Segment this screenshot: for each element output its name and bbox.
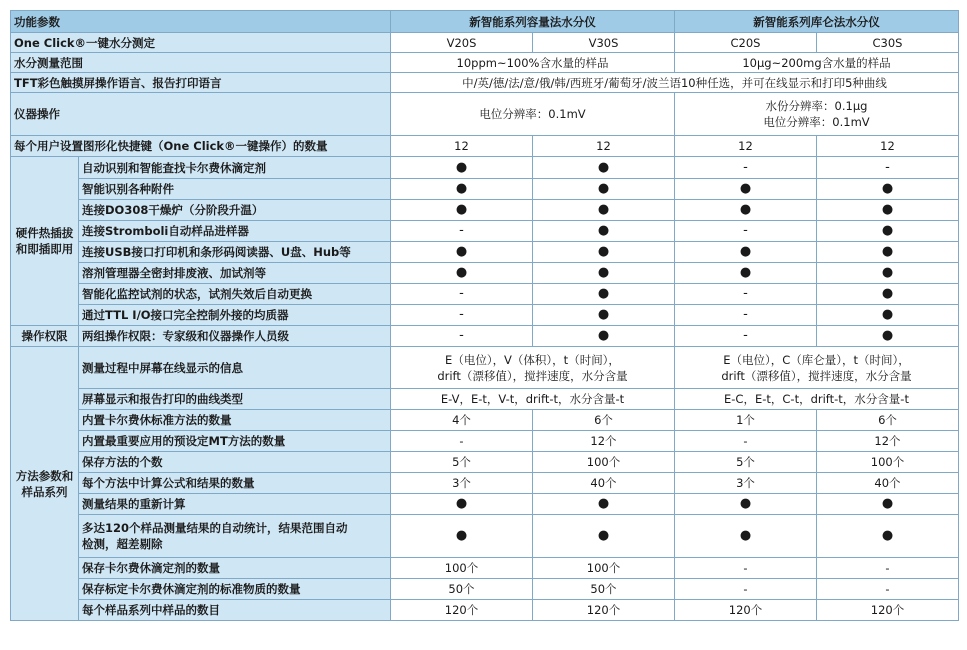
operation-volumetric: 电位分辨率：0.1mV [391,93,675,136]
cell-value: 120个 [675,600,817,621]
permissions-row [11,326,959,347]
cell-value: 6个 [817,410,959,431]
operation-row [11,93,959,136]
cell-value: 50个 [533,579,675,600]
cell-value: - [675,579,817,600]
table-row [11,389,959,410]
cell-value: ● [675,494,817,515]
cell-value: ● [391,263,533,284]
shortcuts-value: 12 [817,136,959,157]
cell-value: ● [533,305,675,326]
curves-coulometric: E-C，E-t，C-t，drift-t，水分含量-t [675,389,959,410]
shortcuts-value: 12 [675,136,817,157]
table-row [11,200,959,221]
cell-value: - [675,221,817,242]
cell-value: ● [533,242,675,263]
cell-value: - [391,326,533,347]
row-label: 连接USB接口打印机和条形码阅读器、U盘、Hub等 [79,242,391,263]
cell-value: 50个 [391,579,533,600]
language-row [11,73,959,93]
cell-value: ● [817,284,959,305]
cell-value: ● [817,326,959,347]
spec-table-wrapper [10,10,958,621]
row-label: 智能化监控试剂的状态，试剂失效后自动更换 [79,284,391,305]
range-label: 水分测量范围 [11,53,391,73]
table-row [11,157,959,179]
online-coulometric-line2: drift（漂移值），搅拌速度，水分含量 [721,368,912,383]
table-row [11,558,959,579]
table-row [11,221,959,242]
cell-value: - [675,431,817,452]
row-label: 两组操作权限：专家级和仪器操作人员级 [79,326,391,347]
cell-value: ● [533,494,675,515]
table-row [11,263,959,284]
cell-value: ● [675,200,817,221]
operation-coulometric-line1: 水份分辨率：0.1μg [765,99,868,113]
cell-value: ● [533,157,675,179]
cell-value: - [817,157,959,179]
table-row [11,579,959,600]
hotplug-group-label: 硬件热插拔和即插即用 [11,157,79,326]
row-label: 每个方法中计算公式和结果的数量 [79,473,391,494]
model-v30s: V30S [533,33,675,53]
cell-value: - [675,326,817,347]
cell-value: ● [817,242,959,263]
row-label: 溶剂管理器全密封排废液、加试剂等 [79,263,391,284]
row-label: 内置卡尔费休标准方法的数量 [79,410,391,431]
cell-value: - [391,221,533,242]
range-volumetric: 10ppm~100%含水量的样品 [391,53,675,73]
cell-value: - [675,157,817,179]
row-label: 连接Stromboli自动样品进样器 [79,221,391,242]
table-row [11,452,959,473]
cell-value: - [675,284,817,305]
cell-value: ● [533,221,675,242]
cell-value: ● [675,263,817,284]
shortcuts-row [11,136,959,157]
cell-value: ● [817,200,959,221]
cell-value: 100个 [533,452,675,473]
row-label [79,515,391,558]
row-label: 智能识别各种附件 [79,179,391,200]
cell-value: 3个 [391,473,533,494]
cell-value: 6个 [533,410,675,431]
cell-value: ● [533,263,675,284]
cell-value: ● [817,221,959,242]
cell-value: - [817,558,959,579]
cell-value: ● [817,179,959,200]
table-row [11,410,959,431]
row-label: 测量结果的重新计算 [79,494,391,515]
cell-value: ● [391,494,533,515]
header-volumetric: 新智能系列容量法水分仪 [391,11,675,33]
cell-value: ● [817,263,959,284]
cell-value: ● [817,494,959,515]
cell-value: ● [533,284,675,305]
header-coulometric: 新智能系列库仑法水分仪 [675,11,959,33]
table-row [11,515,959,558]
cell-value: 12个 [817,431,959,452]
cell-value: 5个 [391,452,533,473]
online-volumetric [391,347,675,389]
cell-value: 1个 [675,410,817,431]
permissions-group-label: 操作权限 [11,326,79,347]
cell-value: ● [675,242,817,263]
cell-value: 5个 [675,452,817,473]
header-label: 功能参数 [11,11,391,33]
cell-value: - [391,431,533,452]
models-row [11,33,959,53]
model-c30s: C30S [817,33,959,53]
auto-stats-line1: 多达120个样品测量结果的自动统计，结果范围自动 [82,521,348,535]
cell-value: 120个 [817,600,959,621]
row-label: 每个样品系列中样品的数目 [79,600,391,621]
cell-value: - [675,558,817,579]
table-row [11,431,959,452]
cell-value: - [675,305,817,326]
table-row [11,242,959,263]
cell-value: ● [533,515,675,558]
table-row [11,473,959,494]
cell-value: 3个 [675,473,817,494]
cell-value: ● [391,242,533,263]
range-row [11,53,959,73]
cell-value: ● [391,200,533,221]
cell-value: 100个 [533,558,675,579]
language-value: 中/英/德/法/意/俄/韩/西班牙/葡萄牙/波兰语10种任选，并可在线显示和打印5种曲线 [391,73,959,93]
cell-value: 100个 [391,558,533,579]
cell-value: ● [675,179,817,200]
models-label: One Click®一键水分测定 [11,33,391,53]
cell-value: - [817,579,959,600]
cell-value: - [391,305,533,326]
online-volumetric-line2: drift（漂移值），搅拌速度，水分含量 [437,368,628,383]
cell-value: ● [817,305,959,326]
row-label: 保存卡尔费休滴定剂的数量 [79,558,391,579]
cell-value: 40个 [533,473,675,494]
cell-value: ● [391,179,533,200]
cell-value: ● [675,515,817,558]
spec-table [10,10,959,621]
table-row [11,305,959,326]
method-group-label: 方法参数和样品系列 [11,347,79,621]
cell-value: ● [817,515,959,558]
row-label: 通过TTL I/O接口完全控制外接的均质器 [79,305,391,326]
row-label: 保存方法的个数 [79,452,391,473]
cell-value: - [391,284,533,305]
cell-value: ● [533,179,675,200]
auto-stats-line2: 检测，超差剔除 [82,537,163,551]
row-label: 屏幕显示和报告打印的曲线类型 [79,389,391,410]
online-coulometric [675,347,959,389]
model-v20s: V20S [391,33,533,53]
table-row [11,284,959,305]
row-label: 测量过程中屏幕在线显示的信息 [79,347,391,389]
row-label: 自动识别和智能查找卡尔费休滴定剂 [79,157,391,179]
cell-value: 100个 [817,452,959,473]
cell-value: ● [533,200,675,221]
row-label: 内置最重要应用的预设定MT方法的数量 [79,431,391,452]
shortcuts-label: 每个用户设置图形化快捷键（One Click®一键操作）的数量 [11,136,391,157]
range-coulometric: 10μg~200mg含水量的样品 [675,53,959,73]
table-row [11,347,959,389]
online-coulometric-line1: E（电位），C（库仑量），t（时间）， [723,352,910,367]
cell-value: ● [391,157,533,179]
header-row [11,11,959,33]
cell-value: 40个 [817,473,959,494]
row-label: 连接DO308干燥炉（分阶段升温） [79,200,391,221]
row-label: 保存标定卡尔费休滴定剂的标准物质的数量 [79,579,391,600]
language-label: TFT彩色触摸屏操作语言、报告打印语言 [11,73,391,93]
model-c20s: C20S [675,33,817,53]
cell-value: 4个 [391,410,533,431]
online-volumetric-line1: E（电位），V（体积），t（时间）， [445,352,620,367]
cell-value: ● [391,515,533,558]
shortcuts-value: 12 [533,136,675,157]
curves-volumetric: E-V，E-t，V-t，drift-t，水分含量-t [391,389,675,410]
table-row [11,494,959,515]
table-row [11,600,959,621]
shortcuts-value: 12 [391,136,533,157]
cell-value: 120个 [391,600,533,621]
operation-coulometric [675,93,959,136]
cell-value: 120个 [533,600,675,621]
table-row [11,179,959,200]
operation-label: 仪器操作 [11,93,391,136]
cell-value: 12个 [533,431,675,452]
cell-value: ● [533,326,675,347]
operation-coulometric-line2: 电位分辨率：0.1mV [763,115,870,129]
